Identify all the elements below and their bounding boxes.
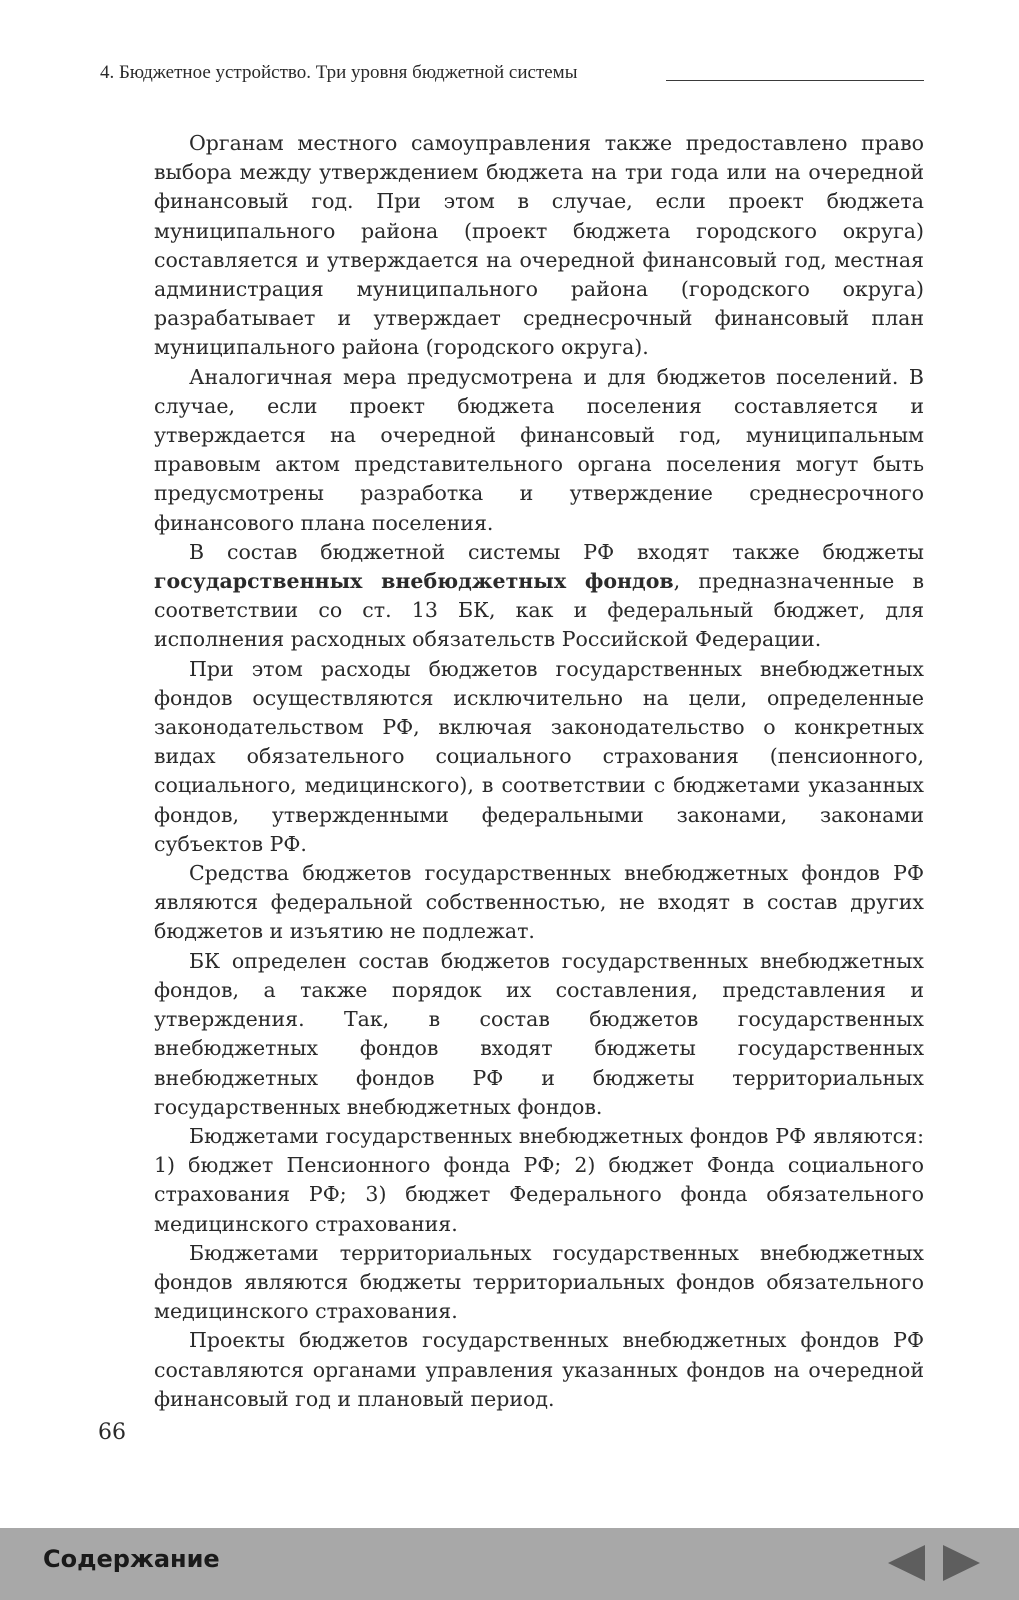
running-title: 4. Бюджетное устройство. Три уровня бюджетной системы: [100, 62, 578, 83]
paragraph-2: Аналогичная мера предусмотрена и для бюджетов поселений. В случае, если проект бюджета поселения составляется и утверждается на очередной финансовый год, муниципальным правовым актом представительного органа поселения могут быть предусмотрены разработка и утверждение среднесрочного финансового плана поселения.: [154, 364, 924, 535]
paragraph-3-start: В состав бюджетной системы РФ входят также бюджеты: [189, 539, 924, 564]
paragraph-9: Проекты бюджетов государственных внебюджетных фондов РФ составляются органами управления указанных фондов на очередной финансовый год и плановый период.: [154, 1328, 924, 1411]
paragraph-7: Бюджетами государственных внебюджетных фондов РФ являются: 1) бюджет Пенсионного фонда РФ; 2) бюджет Фонда социального страхования РФ; 3) бюджет Федерального фонда обязательного медицинского страхования.: [154, 1123, 924, 1236]
running-header: [100, 62, 924, 88]
paragraph-1: Органам местного самоуправления также предоставлено право выбора между утверждением бюджета на три года или на очередной финансовый год. При этом в случае, если проект бюджета муниципального района (проект бюджета городского округа) составляется и утверждается на очередной финансовый год, местная администрация муниципального района (городского округа) разрабатывает и утверждает среднесрочный финансовый план муниципального района (городского округа).: [154, 131, 924, 360]
arrow-right-icon: [941, 1543, 983, 1583]
prev-page-button[interactable]: [885, 1543, 927, 1583]
header-rule: [666, 80, 924, 81]
paragraph-3-end: , предназначенные в соответствии со ст. 13 БК, как и федеральный бюджет, для исполнения расходных обязательств Российской Федерации.: [154, 569, 924, 652]
toc-link[interactable]: Содержание: [43, 1545, 220, 1573]
next-page-button[interactable]: [941, 1543, 983, 1583]
paragraph-3-bold-term: государственных внебюджетных фондов: [154, 569, 674, 594]
page-nav-arrows: [885, 1543, 983, 1583]
paragraph-4: При этом расходы бюджетов государственных внебюджетных фондов осуществляются исключительно на цели, определенные законодательством РФ, включая законодательство о конкретных видах обязательного социального страхования (пенсионного, социального, медицинского), в соответствии с бюджетами указанных фондов, утвержденными федеральными законами, законами субъектов РФ.: [154, 656, 924, 856]
page-number: 66: [98, 1420, 126, 1445]
arrow-left-icon: [885, 1543, 927, 1583]
paragraph-5: Средства бюджетов государственных внебюджетных фондов РФ являются федеральной собственностью, не входят в состав других бюджетов и изъятию не подлежат.: [154, 861, 924, 944]
paragraph-3: [154, 538, 924, 655]
paragraph-6: БК определен состав бюджетов государственных внебюджетных фондов, а также порядок их составления, представления и утверждения. Так, в состав бюджетов государственных внебюджетных фондов входят бюджеты государственных внебюджетных фондов РФ и бюджеты территориальных государственных внебюджетных фондов.: [154, 948, 924, 1119]
text-body: [154, 129, 924, 1414]
navigation-bar: [0, 1528, 1019, 1600]
paragraph-8: Бюджетами территориальных государственных внебюджетных фондов являются бюджеты территориальных фондов обязательного медицинского страхования.: [154, 1240, 924, 1324]
